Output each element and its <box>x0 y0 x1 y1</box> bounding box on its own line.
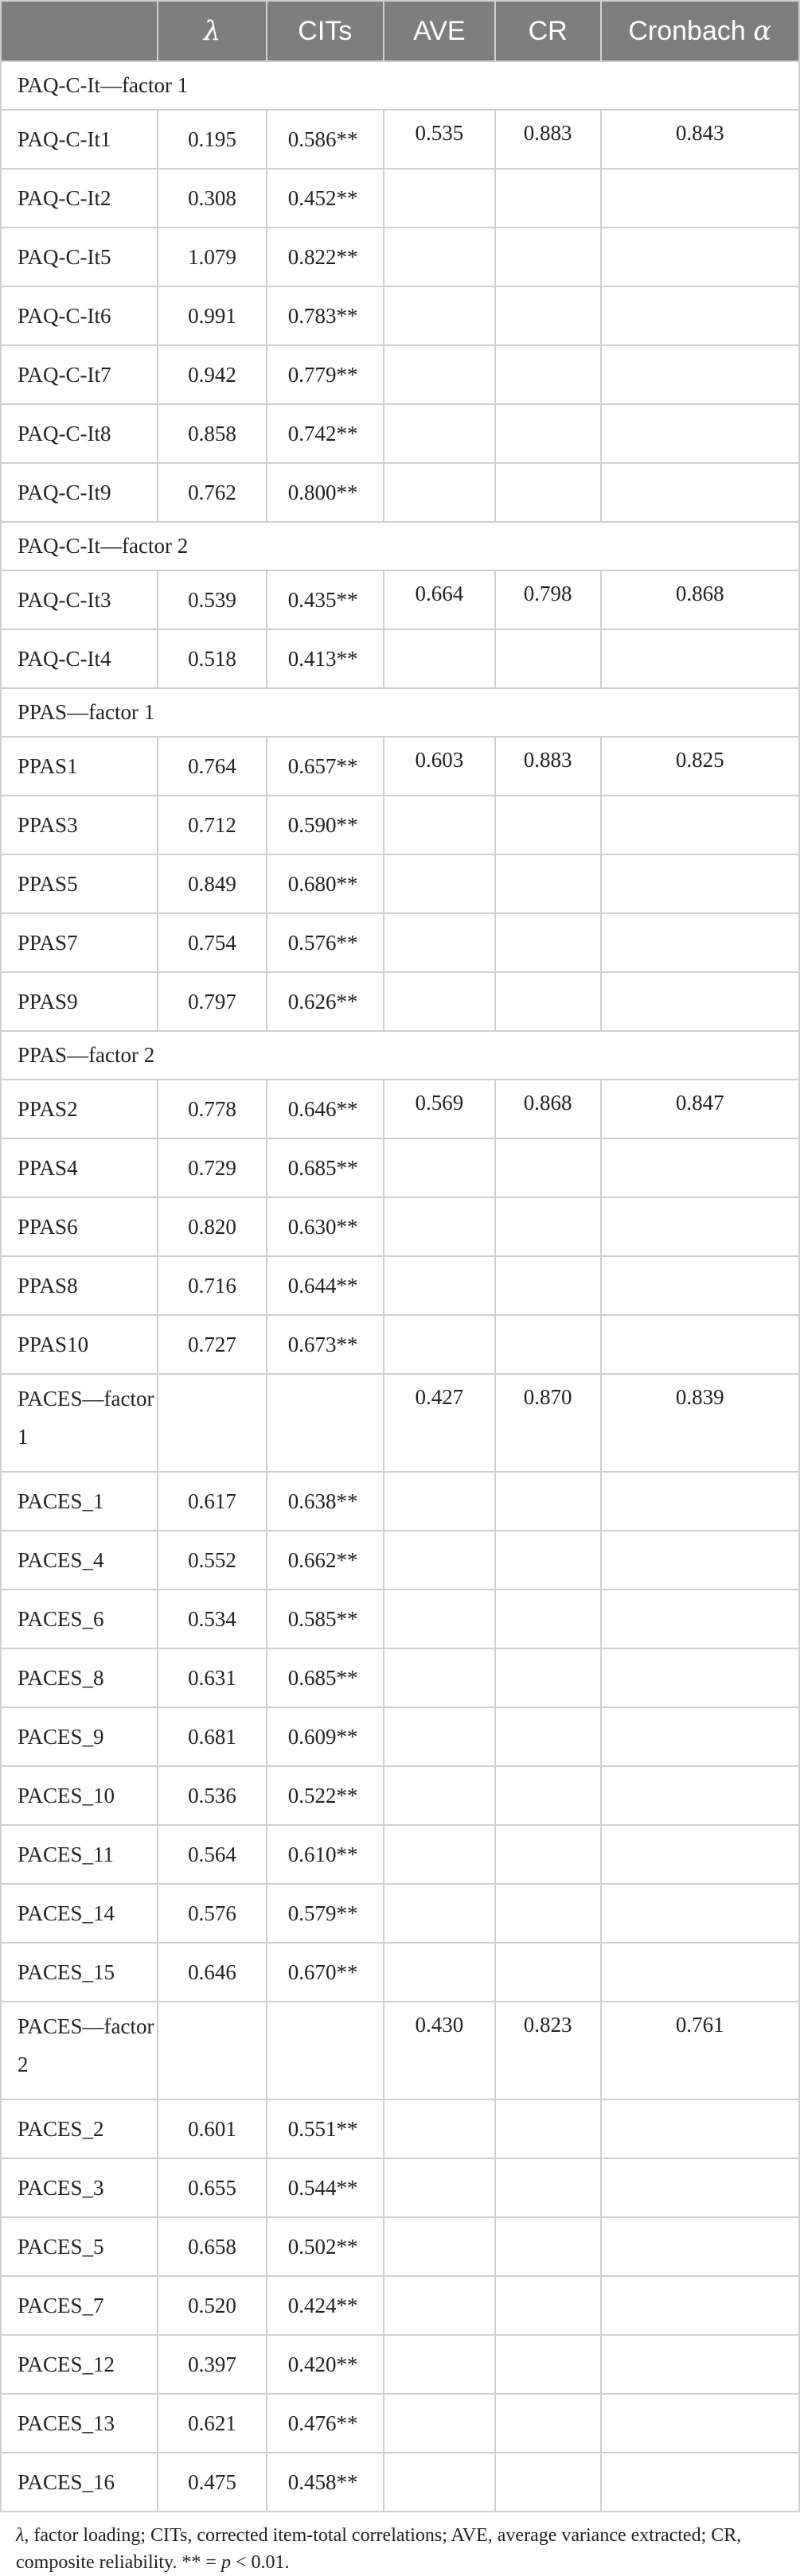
cit-cell: 0.685** <box>267 1138 384 1197</box>
group-lambda-empty <box>158 1374 266 1472</box>
table-row <box>1 629 799 688</box>
table-row <box>1 169 799 228</box>
alpha-cell <box>601 1648 799 1707</box>
group-alpha: 0.839 <box>601 1374 799 1472</box>
alpha-cell <box>601 463 799 522</box>
alpha-cell <box>601 913 799 972</box>
cr-cell <box>495 1707 601 1766</box>
lambda-cell: 1.079 <box>158 228 266 286</box>
ave-cell <box>384 286 495 345</box>
alpha-cell <box>601 854 799 913</box>
cit-cell: 0.685** <box>267 1648 384 1707</box>
lambda-cell: 0.520 <box>158 2276 266 2335</box>
item-cell: PPAS8 <box>1 1256 158 1315</box>
alpha-cell <box>601 1472 799 1531</box>
alpha-cell <box>601 2158 799 2217</box>
alpha-cell <box>601 2099 799 2158</box>
lambda-cell: 0.475 <box>158 2453 266 2512</box>
item-cell: PACES_10 <box>1 1766 158 1825</box>
lambda-cell: 0.397 <box>158 2335 266 2394</box>
lambda-cell: 0.534 <box>158 1590 266 1648</box>
table-row <box>1 1472 799 1531</box>
lambda-cell: 0.754 <box>158 913 266 972</box>
lambda-cell: 0.681 <box>158 1707 266 1766</box>
item-cell: PPAS1 <box>1 737 158 796</box>
ave-cell <box>384 345 495 404</box>
table-row <box>1 1315 799 1374</box>
cit-cell: 0.476** <box>267 2394 384 2453</box>
cit-cell: 0.670** <box>267 1943 384 2002</box>
alpha-cell <box>601 1256 799 1315</box>
group-row <box>1 2002 799 2099</box>
lambda-cell: 0.539 <box>158 570 266 629</box>
item-cell: PPAS6 <box>1 1197 158 1256</box>
lambda-cell: 0.778 <box>158 1080 266 1138</box>
item-cell: PPAS10 <box>1 1315 158 1374</box>
alpha-cell <box>601 2394 799 2453</box>
group-cit-empty <box>267 2002 384 2099</box>
cit-cell: 0.551** <box>267 2099 384 2158</box>
ave-cell <box>384 1256 495 1315</box>
cit-cell: 0.544** <box>267 2158 384 2217</box>
lambda-cell: 0.658 <box>158 2217 266 2276</box>
lambda-cell: 0.942 <box>158 345 266 404</box>
alpha-cell <box>601 1315 799 1374</box>
alpha-cell <box>601 2335 799 2394</box>
cit-cell: 0.424** <box>267 2276 384 2335</box>
cit-cell: 0.626** <box>267 972 384 1031</box>
cr-cell <box>495 345 601 404</box>
alpha-cell <box>601 1825 799 1884</box>
lambda-cell: 0.195 <box>158 110 266 169</box>
lambda-cell: 0.712 <box>158 796 266 854</box>
alpha-cell <box>601 404 799 463</box>
table-row <box>1 1138 799 1197</box>
alpha-cell <box>601 1197 799 1256</box>
ave-cell: 0.664 <box>384 570 495 629</box>
lambda-cell: 0.646 <box>158 1943 266 2002</box>
lambda-cell: 0.849 <box>158 854 266 913</box>
ave-cell: 0.569 <box>384 1080 495 1138</box>
item-cell: PACES_6 <box>1 1590 158 1648</box>
item-cell: PACES_7 <box>1 2276 158 2335</box>
lambda-cell: 0.762 <box>158 463 266 522</box>
table-row <box>1 2099 799 2158</box>
cr-cell <box>495 2453 601 2512</box>
table-row <box>1 796 799 854</box>
lambda-cell: 0.655 <box>158 2158 266 2217</box>
header-item <box>1 1 158 61</box>
table-row <box>1 1707 799 1766</box>
lambda-cell: 0.518 <box>158 629 266 688</box>
cr-cell <box>495 1884 601 1943</box>
ave-cell <box>384 854 495 913</box>
lambda-cell: 0.797 <box>158 972 266 1031</box>
item-cell: PAQ-C-It5 <box>1 228 158 286</box>
table-row <box>1 1197 799 1256</box>
cit-cell: 0.644** <box>267 1256 384 1315</box>
lambda-cell: 0.727 <box>158 1315 266 1374</box>
lambda-cell: 0.820 <box>158 1197 266 1256</box>
ave-cell <box>384 2099 495 2158</box>
alpha-cell <box>601 286 799 345</box>
cit-cell: 0.586** <box>267 110 384 169</box>
table-row <box>1 1766 799 1825</box>
group-ave: 0.430 <box>384 2002 495 2099</box>
cit-cell: 0.452** <box>267 169 384 228</box>
cit-cell: 0.646** <box>267 1080 384 1138</box>
table-row <box>1 286 799 345</box>
cr-cell <box>495 1256 601 1315</box>
table-row <box>1 1531 799 1590</box>
item-cell: PACES_13 <box>1 2394 158 2453</box>
table-header <box>1 1 799 61</box>
item-cell: PAQ-C-It7 <box>1 345 158 404</box>
group-row <box>1 1031 799 1080</box>
cit-cell: 0.435** <box>267 570 384 629</box>
header-cronbach <box>601 1 799 61</box>
ave-cell <box>384 1315 495 1374</box>
cit-cell: 0.630** <box>267 1197 384 1256</box>
group-row <box>1 522 799 570</box>
group-label: PACES—factor 1 <box>1 1374 158 1472</box>
item-cell: PAQ-C-It2 <box>1 169 158 228</box>
alpha-cell <box>601 345 799 404</box>
item-cell: PACES_16 <box>1 2453 158 2512</box>
cr-cell <box>495 463 601 522</box>
cit-cell: 0.638** <box>267 1472 384 1531</box>
cit-cell: 0.522** <box>267 1766 384 1825</box>
cit-cell: 0.742** <box>267 404 384 463</box>
cr-cell <box>495 2394 601 2453</box>
table-row <box>1 1256 799 1315</box>
cr-cell <box>495 1648 601 1707</box>
item-cell: PPAS2 <box>1 1080 158 1138</box>
group-label: PACES—factor 2 <box>1 2002 158 2099</box>
item-cell: PACES_9 <box>1 1707 158 1766</box>
cit-cell: 0.610** <box>267 1825 384 1884</box>
table-footnote <box>0 2512 800 2576</box>
cr-cell <box>495 972 601 1031</box>
cr-cell <box>495 1472 601 1531</box>
item-cell: PACES_2 <box>1 2099 158 2158</box>
group-alpha: 0.761 <box>601 2002 799 2099</box>
lambda-cell: 0.764 <box>158 737 266 796</box>
lambda-cell: 0.617 <box>158 1472 266 1531</box>
table-row <box>1 2276 799 2335</box>
cr-cell <box>495 1825 601 1884</box>
cr-cell <box>495 404 601 463</box>
ave-cell <box>384 1648 495 1707</box>
cit-cell: 0.800** <box>267 463 384 522</box>
lambda-cell: 0.631 <box>158 1648 266 1707</box>
item-cell: PAQ-C-It4 <box>1 629 158 688</box>
alpha-cell <box>601 1590 799 1648</box>
table-row <box>1 228 799 286</box>
lambda-cell: 0.716 <box>158 1256 266 1315</box>
lambda-cell: 0.729 <box>158 1138 266 1197</box>
ave-cell <box>384 1197 495 1256</box>
lambda-cell: 0.621 <box>158 2394 266 2453</box>
ave-cell <box>384 2453 495 2512</box>
lambda-cell: 0.308 <box>158 169 266 228</box>
group-cr: 0.823 <box>495 2002 601 2099</box>
lambda-cell: 0.576 <box>158 1884 266 1943</box>
item-cell: PAQ-C-It3 <box>1 570 158 629</box>
footnote-text-2: < 0.01. <box>230 2552 290 2573</box>
header-row <box>1 1 799 61</box>
footnote-text-1: , factor loading; CITs, corrected item-total correlations; AVE, average variance extracted; CR, composite reliability. ** = <box>16 2525 742 2573</box>
ave-cell <box>384 796 495 854</box>
ave-cell <box>384 2217 495 2276</box>
item-cell: PAQ-C-It6 <box>1 286 158 345</box>
ave-cell <box>384 1943 495 2002</box>
alpha-cell: 0.825 <box>601 737 799 796</box>
table-body <box>1 61 799 2512</box>
ave-cell <box>384 1766 495 1825</box>
item-cell: PAQ-C-It1 <box>1 110 158 169</box>
alpha-cell <box>601 1138 799 1197</box>
cr-cell <box>495 169 601 228</box>
ave-cell <box>384 1825 495 1884</box>
item-cell: PACES_3 <box>1 2158 158 2217</box>
table-row <box>1 972 799 1031</box>
group-ave: 0.427 <box>384 1374 495 1472</box>
cr-cell <box>495 796 601 854</box>
ave-cell <box>384 463 495 522</box>
cit-cell: 0.657** <box>267 737 384 796</box>
cit-cell: 0.413** <box>267 629 384 688</box>
table-row <box>1 913 799 972</box>
group-cit-empty <box>267 1374 384 1472</box>
table-row <box>1 2217 799 2276</box>
alpha-cell: 0.868 <box>601 570 799 629</box>
cr-cell <box>495 2099 601 2158</box>
cit-cell: 0.779** <box>267 345 384 404</box>
table-row <box>1 1825 799 1884</box>
group-label: PAQ-C-It—factor 2 <box>1 522 799 570</box>
group-label: PPAS—factor 1 <box>1 688 799 737</box>
cr-cell: 0.868 <box>495 1080 601 1138</box>
table-row <box>1 2394 799 2453</box>
ave-cell <box>384 1472 495 1531</box>
table-row <box>1 2335 799 2394</box>
header-lambda: λ <box>158 1 266 61</box>
cr-cell <box>495 1943 601 2002</box>
item-cell: PACES_12 <box>1 2335 158 2394</box>
alpha-symbol: α <box>753 15 772 47</box>
ave-cell <box>384 629 495 688</box>
cr-cell <box>495 1138 601 1197</box>
alpha-cell: 0.843 <box>601 110 799 169</box>
item-cell: PACES_15 <box>1 1943 158 2002</box>
footnote-lambda: λ <box>16 2525 25 2546</box>
item-cell: PPAS3 <box>1 796 158 854</box>
table-row <box>1 1590 799 1648</box>
cr-cell <box>495 2217 601 2276</box>
cit-cell: 0.609** <box>267 1707 384 1766</box>
table-row <box>1 1080 799 1138</box>
ave-cell <box>384 2335 495 2394</box>
ave-cell: 0.535 <box>384 110 495 169</box>
table-row <box>1 110 799 169</box>
group-label: PAQ-C-It—factor 1 <box>1 61 799 110</box>
cr-cell <box>495 1531 601 1590</box>
group-row <box>1 1374 799 1472</box>
table-row <box>1 404 799 463</box>
item-cell: PACES_5 <box>1 2217 158 2276</box>
ave-cell <box>384 1531 495 1590</box>
table-row <box>1 463 799 522</box>
table-row <box>1 737 799 796</box>
header-cr: CR <box>495 1 601 61</box>
header-cits: CITs <box>267 1 384 61</box>
item-cell: PAQ-C-It9 <box>1 463 158 522</box>
item-cell: PAQ-C-It8 <box>1 404 158 463</box>
header-ave: AVE <box>384 1 495 61</box>
ave-cell <box>384 1590 495 1648</box>
item-cell: PACES_4 <box>1 1531 158 1590</box>
cr-cell <box>495 2276 601 2335</box>
cit-cell: 0.502** <box>267 2217 384 2276</box>
cit-cell: 0.420** <box>267 2335 384 2394</box>
group-row <box>1 688 799 737</box>
cr-cell <box>495 913 601 972</box>
cr-cell: 0.883 <box>495 110 601 169</box>
alpha-cell <box>601 228 799 286</box>
item-cell: PPAS5 <box>1 854 158 913</box>
cr-cell: 0.883 <box>495 737 601 796</box>
ave-cell <box>384 404 495 463</box>
alpha-cell <box>601 2217 799 2276</box>
ave-cell <box>384 1707 495 1766</box>
cit-cell: 0.576** <box>267 913 384 972</box>
alpha-cell <box>601 1531 799 1590</box>
item-cell: PPAS7 <box>1 913 158 972</box>
cit-cell: 0.680** <box>267 854 384 913</box>
cit-cell: 0.783** <box>267 286 384 345</box>
item-cell: PACES_14 <box>1 1884 158 1943</box>
table-row <box>1 2158 799 2217</box>
cit-cell: 0.585** <box>267 1590 384 1648</box>
table-row <box>1 1943 799 2002</box>
ave-cell <box>384 1884 495 1943</box>
item-cell: PPAS9 <box>1 972 158 1031</box>
lambda-cell: 0.991 <box>158 286 266 345</box>
cit-cell: 0.662** <box>267 1531 384 1590</box>
group-row <box>1 61 799 110</box>
cr-cell <box>495 228 601 286</box>
footnote-p: p <box>220 2552 231 2573</box>
ave-cell <box>384 169 495 228</box>
cr-cell <box>495 629 601 688</box>
table-row <box>1 2453 799 2512</box>
alpha-cell <box>601 1766 799 1825</box>
ave-cell <box>384 2158 495 2217</box>
cr-cell <box>495 286 601 345</box>
item-cell: PACES_8 <box>1 1648 158 1707</box>
lambda-cell: 0.536 <box>158 1766 266 1825</box>
alpha-cell <box>601 169 799 228</box>
cit-cell: 0.579** <box>267 1884 384 1943</box>
alpha-cell <box>601 972 799 1031</box>
cr-cell <box>495 2335 601 2394</box>
header-cronbach-label: Cronbach <box>628 16 746 46</box>
item-cell: PPAS4 <box>1 1138 158 1197</box>
alpha-cell <box>601 1707 799 1766</box>
group-label: PPAS—factor 2 <box>1 1031 799 1080</box>
table-row <box>1 1884 799 1943</box>
table-row <box>1 1648 799 1707</box>
lambda-cell: 0.858 <box>158 404 266 463</box>
cit-cell: 0.590** <box>267 796 384 854</box>
table-row <box>1 854 799 913</box>
alpha-cell <box>601 1884 799 1943</box>
alpha-cell <box>601 2453 799 2512</box>
alpha-cell: 0.847 <box>601 1080 799 1138</box>
cit-cell: 0.822** <box>267 228 384 286</box>
group-cr: 0.870 <box>495 1374 601 1472</box>
item-cell: PACES_1 <box>1 1472 158 1531</box>
cit-cell: 0.458** <box>267 2453 384 2512</box>
ave-cell <box>384 2276 495 2335</box>
cr-cell: 0.798 <box>495 570 601 629</box>
cr-cell <box>495 2158 601 2217</box>
ave-cell: 0.603 <box>384 737 495 796</box>
table-row <box>1 570 799 629</box>
cr-cell <box>495 854 601 913</box>
ave-cell <box>384 1138 495 1197</box>
group-lambda-empty <box>158 2002 266 2099</box>
alpha-cell <box>601 796 799 854</box>
ave-cell <box>384 972 495 1031</box>
cit-cell: 0.673** <box>267 1315 384 1374</box>
lambda-cell: 0.601 <box>158 2099 266 2158</box>
ave-cell <box>384 2394 495 2453</box>
ave-cell <box>384 228 495 286</box>
cr-cell <box>495 1766 601 1825</box>
cr-cell <box>495 1197 601 1256</box>
alpha-cell <box>601 2276 799 2335</box>
lambda-cell: 0.564 <box>158 1825 266 1884</box>
alpha-cell <box>601 1943 799 2002</box>
cr-cell <box>495 1315 601 1374</box>
alpha-cell <box>601 629 799 688</box>
table-row <box>1 345 799 404</box>
lambda-cell: 0.552 <box>158 1531 266 1590</box>
ave-cell <box>384 913 495 972</box>
cr-cell <box>495 1590 601 1648</box>
item-cell: PACES_11 <box>1 1825 158 1884</box>
